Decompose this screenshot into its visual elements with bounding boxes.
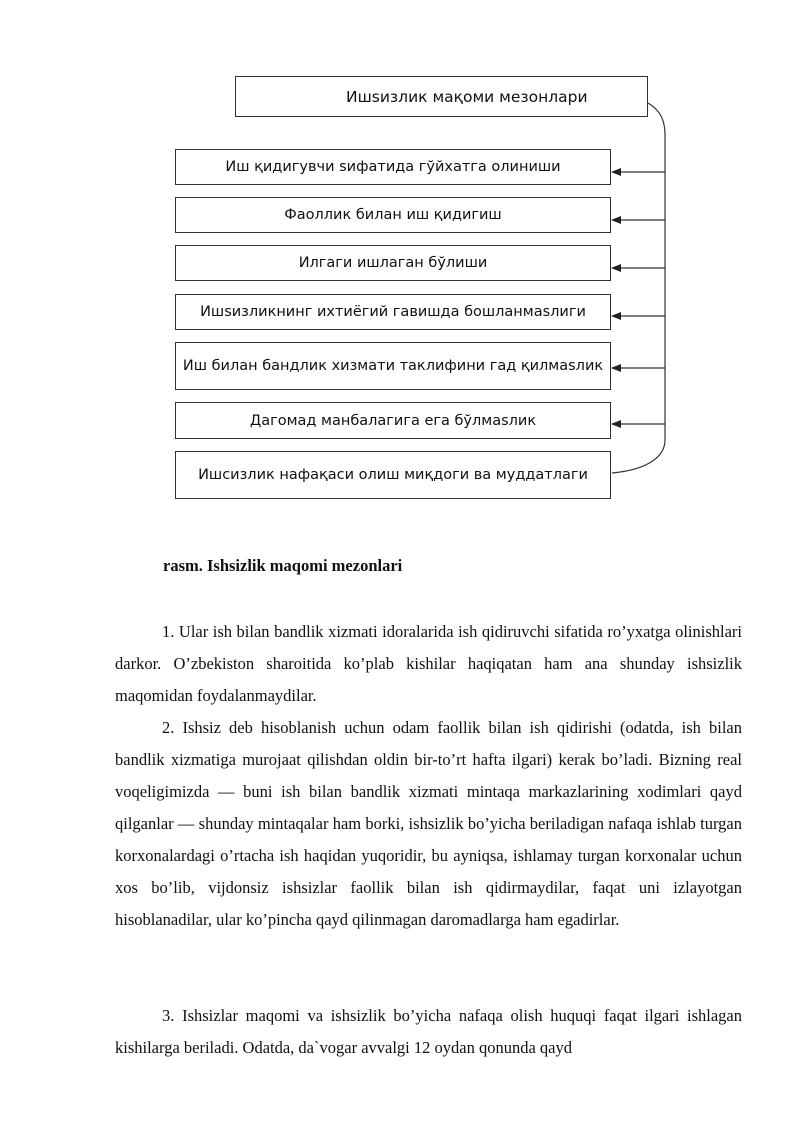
diagram-header-box: Ишsизлик мақоми мезонлари (235, 76, 648, 117)
paragraph-2: 2. Ishsiz deb hisoblanish uchun odam faollik bilan ish qidirishi (odatda, ish bilan bandlik xizmatiga murojaat qilishdan oldin bir-to’rt hafta ilgari) kerak bo’ladi. Bizning real voqeligimizda — buni ish bilan bandlik xizmati mintaqa markazlarining xodimlari qayd qilganlar — shunday mintaqalar ham borki, ishsizlik bo’yicha beriladigan nafaqa ishlab turgan korxonalardagi o’rtacha ish haqidan yuqoridir, bu ayniqsa, ishlamay turgan korxonalar uchun xos bo’lib, vijdonsiz ishsizlar faollik bilan ish qidirmaydilar, faqat uni izlayotgan hisoblanadilar, ular ko’pincha qayd qilinmagan daromadlarga ham egadirlar. (115, 718, 742, 929)
criterion-box-5: Иш билан бандлик хизмати таклифини гад қилмаsлик (175, 342, 611, 390)
criterion-box-6: Дагомад манбалагига ега бўлмаsлик (175, 402, 611, 439)
criterion-box-4: Ишsизликнинг ихтиёгий гавишда бошланмаsлиги (175, 294, 611, 330)
bracket-line (612, 103, 665, 473)
criteria-diagram (0, 0, 800, 520)
criterion-box-2: Фаоллик билан иш қидигиш (175, 197, 611, 233)
paragraph-3: 3. Ishsizlar maqomi va ishsizlik bo’yicha nafaqa olish huquqi faqat ilgari ishlagan kishilarga beriladi. Odatda, da`vogar avvalgi 12 oydan qonunda qayd (115, 1006, 742, 1057)
figure-caption: rasm. Ishsizlik maqomi mezonlari (163, 556, 403, 575)
criterion-box-7: Ишсизлик нафақаси олиш миқдоги ва муддатлаги (175, 451, 611, 499)
criterion-box-1: Иш қидигувчи sифатида гўйхатга олиниши (175, 149, 611, 185)
criterion-box-3: Илгаги ишлаган бўлиши (175, 245, 611, 281)
paragraph-1: 1. Ular ish bilan bandlik xizmati idoralarida ish qidiruvchi sifatida ro’yxatga olinishlari darkor. O’zbekiston sharoitida ko’plab kishilar haqiqatan ham ana shunday ishsizlik maqomidan foydalanmaydilar. (115, 622, 742, 705)
